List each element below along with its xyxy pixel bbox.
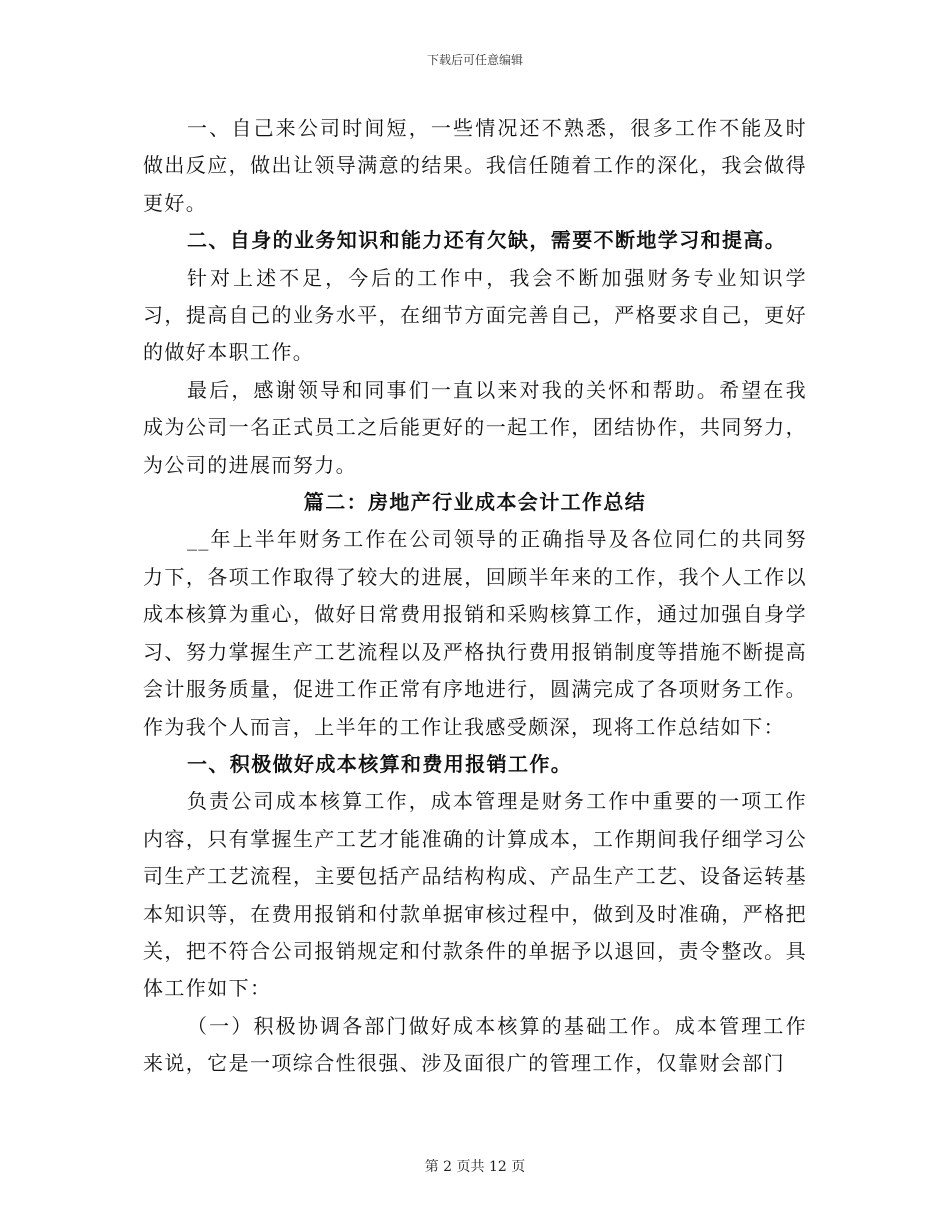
document-body xyxy=(143,110,807,1083)
paragraph-cost-accounting-heading: 一、积极做好成本核算和费用报销工作。 xyxy=(187,751,573,776)
paragraph-improvement-plan: 针对上述不足，今后的工作中，我会不断加强财务专业知识学习，提高自己的业务水平，在细节方面完善自己，严格要求自己，更好的做好本职工作。 xyxy=(143,265,807,365)
page-number-footer: 第 2 页共 12 页 xyxy=(424,1159,526,1175)
paragraph-half-year-overview: __年上半年财务工作在公司领导的正确指导及各位同仁的共同努力下，各项工作取得了较大的进展，回顾半年来的工作，我个人工作以成本核算为重心，做好日常费用报销和采购核算工作，通过加强自身学习、努力掌握生产工艺流程以及严格执行费用报销制度等措施不断提高会计服务质量，促进工作正常有序地进行，圆满完成了各项财务工作。作为我个人而言，上半年的工作让我感受颇深，现将工作总结如下： xyxy=(143,527,807,739)
paragraph-cost-accounting-detail: 负责公司成本核算工作，成本管理是财务工作中重要的一项工作内容，只有掌握生产工艺才能准确的计算成本，工作期间我仔细学习公司生产工艺流程，主要包括产品结构构成、产品生产工艺、设备运转基本知识等，在费用报销和付款单据审核过程中，做到及时准确，严格把关，把不符合公司报销规定和付款条件的单据予以退回，责令整改。具体工作如下： xyxy=(143,789,807,1001)
paragraph-closing-thanks: 最后，感谢领导和同事们一直以来对我的关怀和帮助。希望在我成为公司一名正式员工之后能更好的一起工作，团结协作，共同努力，为公司的进展而努力。 xyxy=(143,377,807,477)
paragraph-shortcoming-one: 一、自己来公司时间短，一些情况还不熟悉，很多工作不能及时做出反应，做出让领导满意的结果。我信任随着工作的深化，我会做得更好。 xyxy=(143,116,807,215)
paragraph-coordination-item-one: （一）积极协调各部门做好成本核算的基础工作。成本管理工作来说，它是一项综合性很强、涉及面很广的管理工作，仅靠财会部门 xyxy=(143,1013,807,1076)
page-header: 下载后可任意编辑 xyxy=(426,53,523,67)
section-title-part-two: 篇二：房地产行业成本会计工作总结 xyxy=(303,490,647,515)
paragraph-shortcoming-two-heading: 二、自身的业务知识和能力还有欠缺，需要不断地学习和提高。 xyxy=(187,228,787,253)
